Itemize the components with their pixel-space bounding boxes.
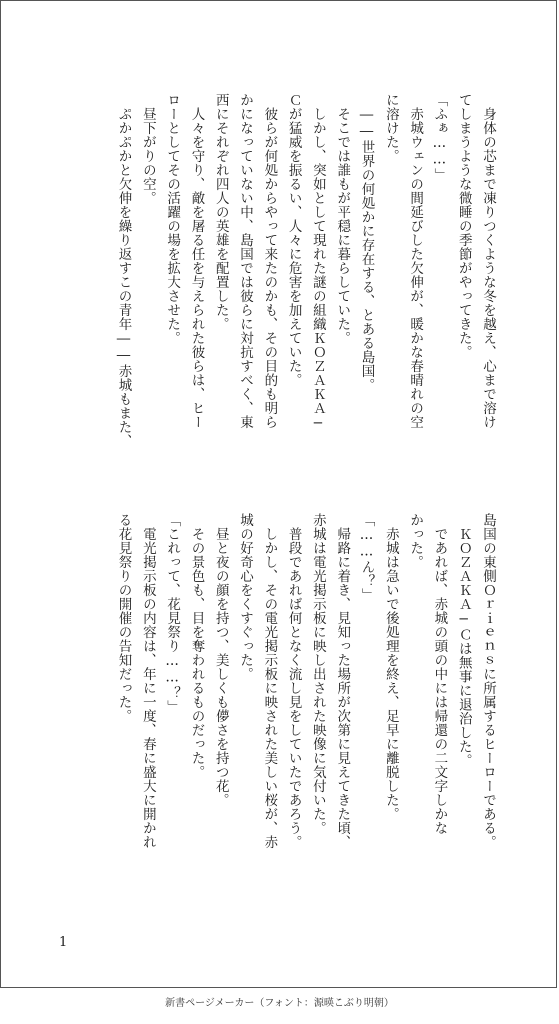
text-line: ローとしてその活躍の場を拡大させた。	[164, 93, 181, 345]
text-line: Ｃが猛威を振るい、人々に危害を加えていた。	[285, 93, 302, 387]
text-line: 赤城は急いで後処理を終え、足早に離脱した。	[382, 513, 399, 821]
text-line: 「……ん？」	[358, 513, 375, 602]
text-line: かになっていない中、島国では彼らに対抗すべく、東	[237, 93, 254, 429]
text-line: 赤城は電光掲示板に映し出された映像に気付いた。	[309, 513, 326, 835]
text-line: 普段であれば何となく流し見をしていたであろう。	[285, 513, 302, 849]
text-line: 「ふぁ……」	[431, 93, 448, 182]
text-line: 人々を守り、敵を屠る任を与えられた彼らは、ヒー	[188, 93, 205, 429]
text-line: 身体の芯まで凍りつくような冬を越え、心まで溶け	[480, 93, 496, 429]
text-line: ――世界の何処かに存在する、とある島国。	[358, 93, 375, 392]
text-line: ＫＯＺＡＫＡ−Ｃは無事に退治した。	[455, 513, 472, 768]
text-line: 西にそれぞれ四人の英雄を配置した。	[212, 93, 229, 331]
text-line: る花見祭りの開催の告知だった。	[115, 513, 132, 723]
text-line: その景色も、目を奪われるものだった。	[188, 513, 205, 779]
text-line: てしまうような微睡の季節がやってきた。	[455, 93, 472, 359]
text-line: ぷかぷかと欠伸を繰り返すこの青年――赤城もまた、	[115, 93, 132, 448]
text-line: そこでは誰もが平穏に暮らしていた。	[334, 93, 351, 345]
lower-text-block	[40, 513, 500, 913]
text-line: 昼と夜の顔を持つ、美しくも儚さを持つ花。	[212, 513, 229, 807]
text-line: 帰路に着き、見知った場所が次第に見えてきた頃、	[334, 513, 351, 849]
text-line: 電光掲示板の内容は、年に一度、春に盛大に開かれ	[139, 513, 156, 849]
text-line: しかし、その電光掲示板に映された美しい桜が、赤	[261, 513, 278, 849]
text-line: 島国の東側Ｏｒｉｅｎｓに所属するヒーローである。	[480, 513, 496, 849]
text-line: 昼下がりの空。	[139, 93, 156, 205]
page-number: 1	[59, 935, 68, 950]
text-line: 赤城ウェンの間延びした欠伸が、暖かな春晴れの空	[407, 93, 424, 429]
text-line: 「これって、花見祭り……？」	[164, 513, 181, 714]
text-line: かった。	[407, 513, 424, 569]
footer-credit: 新書ページメーカー（フォント：源暎こぶり明朝）	[165, 998, 394, 1009]
text-line: 彼らが何処からやって来たのかも、その目的も明ら	[261, 93, 278, 429]
text-line: であれば、赤城の頭の中には帰還の二文字しかな	[431, 513, 448, 835]
text-line: 城の好奇心をくすぐった。	[237, 513, 254, 681]
text-line: に溶けた。	[382, 93, 399, 163]
upper-text-block	[40, 93, 500, 493]
text-line: しかし、突如として現れた謎の組織ＫＯＺＡＫＡ−	[309, 93, 326, 432]
